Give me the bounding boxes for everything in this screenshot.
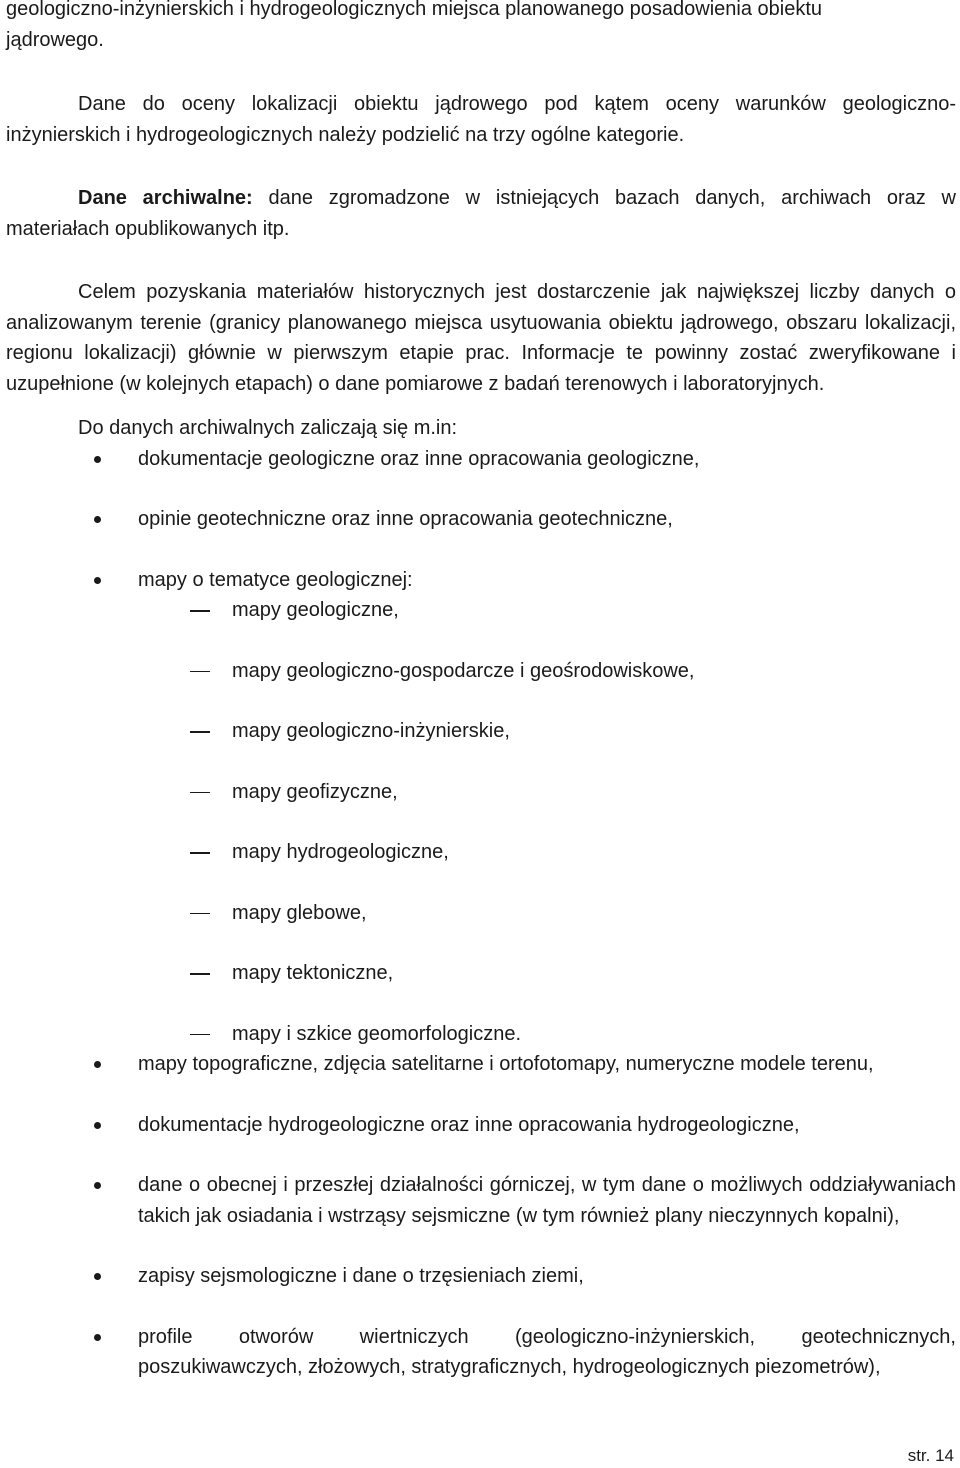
map-type-item — [6, 837, 956, 868]
map-type-item — [6, 656, 956, 687]
list-item-text: mapy o tematyce geologicznej: — [138, 568, 413, 591]
bullet-icon — [94, 1182, 101, 1189]
list-item — [6, 504, 956, 535]
dash-icon — [190, 671, 210, 673]
bullet-icon — [94, 456, 101, 463]
map-type-text: mapy geologiczno-gospodarcze i geośrodowiskowe, — [232, 659, 695, 682]
archive-definition: dane zgromadzone w istniejących bazach danych, archiwach oraz w materiałach opublikowanych itp. — [6, 187, 956, 240]
dash-icon — [190, 610, 210, 612]
list-item — [6, 1049, 956, 1080]
archive-definition-paragraph — [6, 183, 956, 244]
list-item — [6, 1170, 956, 1231]
map-types-list — [6, 595, 956, 1049]
archive-term: Dane archiwalne: — [78, 187, 253, 209]
map-type-text: mapy glebowe, — [232, 901, 367, 924]
archive-data-list — [6, 444, 956, 596]
dash-icon — [190, 973, 210, 975]
map-type-text: mapy hydrogeologiczne, — [232, 841, 449, 863]
page-number: str. 14 — [907, 1446, 954, 1465]
categories-paragraph: Dane do oceny lokalizacji obiektu jądrowego pod kątem oceny warunków geologiczno-inżynierskich i hydrogeologicznych należy podzielić na trzy ogólne kategorie. — [6, 93, 956, 146]
list-item — [6, 1110, 956, 1141]
map-type-item — [6, 595, 956, 626]
dash-icon — [190, 852, 210, 854]
map-type-item — [6, 716, 956, 747]
list-item-text: profile otworów wiertniczych (geologiczno-inżynierskich, geotechnicznych, poszukiwawczych, złożowych, stratygraficznych, hydrogeologicznych piezometrów), — [138, 1325, 956, 1378]
document-page — [6, 0, 956, 1383]
map-type-item — [6, 777, 956, 808]
bullet-icon — [94, 577, 101, 584]
list-item — [6, 565, 956, 596]
purpose-paragraph: Celem pozyskania materiałów historycznych jest dostarczenie jak największej liczby danych o analizowanym terenie (granicy planowanego miejsca usytuowania obiektu jądrowego, obszaru lokalizacji, regionu lokalizacji) głównie w pierwszym etapie prac. Informacje te powinny zostać zweryfikowane i uzupełnione (w kolejnych etapach) o dane pomiarowe z badań terenowych i laboratoryjnych. — [6, 281, 956, 395]
map-type-text: mapy tektoniczne, — [232, 962, 394, 984]
list-item-text: dane o obecnej i przeszłej działalności górniczej, w tym dane o możliwych oddziaływaniach takich jak osiadania i wstrząsy sejsmiczne (w tym również plany nieczynnych kopalni), — [138, 1174, 956, 1227]
bullet-icon — [94, 1061, 101, 1068]
bullet-icon — [94, 516, 101, 523]
list-item — [6, 444, 956, 475]
map-type-item — [6, 1019, 956, 1050]
map-type-text: mapy geofizyczne, — [232, 780, 398, 803]
list-item — [6, 1261, 956, 1292]
dash-icon — [190, 792, 210, 794]
list-item-text: dokumentacje geologiczne oraz inne opracowania geologiczne, — [138, 447, 700, 470]
map-type-text: mapy geologiczno-inżynierskie, — [232, 720, 510, 742]
intro-paragraph — [6, 0, 956, 55]
intro-line-1: geologiczno-inżynierskich i hydrogeologicznych miejsca planowanego posadowienia obiektu — [6, 0, 823, 20]
map-type-item — [6, 958, 956, 989]
bullet-icon — [94, 1122, 101, 1129]
intro-line-2: jądrowego. — [6, 28, 104, 51]
bullet-icon — [94, 1334, 101, 1341]
bullet-icon — [94, 1273, 101, 1280]
list-item-text: dokumentacje hydrogeologiczne oraz inne opracowania hydrogeologiczne, — [138, 1113, 800, 1136]
list-item — [6, 1322, 956, 1383]
list-item-text: zapisy sejsmologiczne i dane o trzęsieniach ziemi, — [138, 1265, 584, 1287]
list-intro: Do danych archiwalnych zaliczają się m.in: — [78, 417, 458, 439]
list-item-text: opinie geotechniczne oraz inne opracowania geotechniczne, — [138, 508, 673, 530]
dash-icon — [190, 731, 210, 733]
dash-icon — [190, 913, 210, 915]
map-type-text: mapy i szkice geomorfologiczne. — [232, 1022, 522, 1045]
list-item-text: mapy topograficzne, zdjęcia satelitarne i ortofotomapy, numeryczne modele terenu, — [138, 1053, 874, 1075]
archive-data-list-continued — [6, 1049, 956, 1383]
map-type-text: mapy geologiczne, — [232, 599, 399, 621]
map-type-item — [6, 898, 956, 929]
dash-icon — [190, 1034, 210, 1036]
